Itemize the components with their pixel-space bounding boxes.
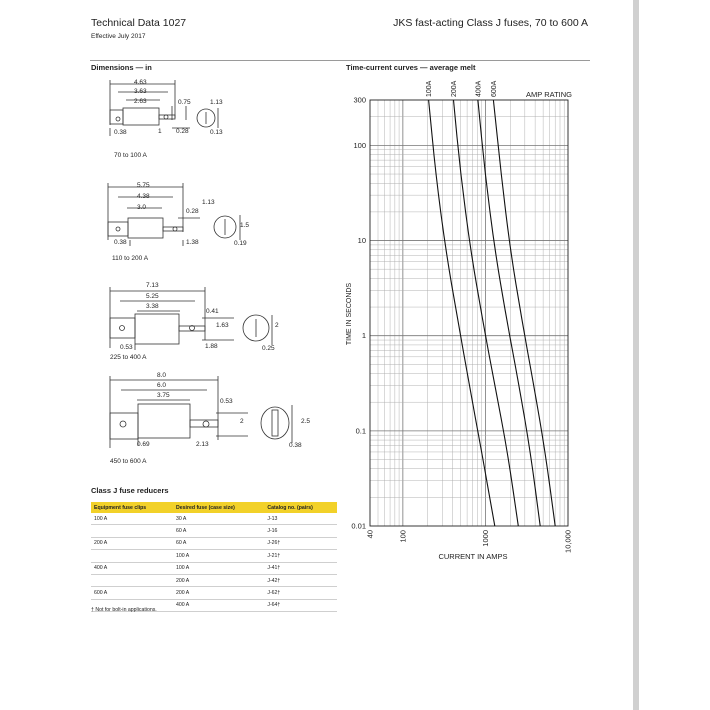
d1-diameter: 1.13 [210,99,223,106]
x-tick-label: 100 [398,530,408,543]
table-cell: 100 A [173,562,264,574]
d1-slot: 0.28 [176,128,189,135]
d1-blade-t: 1 [158,128,162,135]
series-label: 600A [490,80,498,97]
y-tick-label: 300 [353,95,366,105]
d2-mid-length: 4.38 [137,193,150,200]
d2-overall-length: 5.75 [137,182,150,189]
y-tick-label: 10 [357,236,366,246]
table-cell: J-26† [264,537,337,549]
d3-caption: 225 to 400 A [110,354,147,361]
d1-mid-length: 3.63 [134,88,147,95]
y-tick-label: 0.01 [351,521,366,531]
table-cell: 60 A [173,537,264,549]
series-label: 400A [475,80,483,97]
table-cell: 200 A [173,587,264,599]
d3-thickness: 0.25 [262,345,275,352]
x-tick-label: 1000 [480,530,490,547]
table-cell: 400 A [173,599,264,611]
table-cell: 60 A [173,525,264,537]
table-cell: J-64† [264,599,337,611]
d4-overall-length: 8.0 [157,372,167,379]
table-cell: 600 A [91,587,173,599]
plot-frame [370,100,568,526]
table-cell: 100 A [173,550,264,562]
curve-600a [493,100,555,526]
table-cell: 30 A [173,513,264,525]
d1-caption: 70 to 100 A [114,152,147,159]
x-axis-label: CURRENT IN AMPS [438,552,508,561]
chart-title: Time-current curves — average melt [346,63,476,72]
d3-blade-length: 1.88 [205,343,218,350]
y-tick-label: 100 [353,140,366,150]
column-header: Desired fuse (case size) [173,502,264,513]
d4-blade-t: 0.53 [220,398,233,405]
d4-caption: 450 to 600 A [110,458,147,465]
x-tick-label: 40 [365,530,375,539]
page-edge-bar [633,0,639,710]
d2-top-diameter: 1.13 [202,199,215,206]
curve-200a [454,100,519,526]
curve-group [429,100,556,526]
y-tick-labels [351,96,366,531]
d4-body-length: 3.75 [157,392,170,399]
table-cell: 200 A [173,574,264,586]
d4-blade-width: 2 [240,418,244,425]
table-cell: 100 A [91,513,173,525]
d4-mid-length: 6.0 [157,382,167,389]
d1-blade-width: 0.75 [178,99,191,106]
table-cell: J-13 [264,513,337,525]
d2-caption: 110 to 200 A [112,255,149,262]
d2-blade-length: 1.38 [186,239,199,246]
y-axis-label: TIME IN SECONDS [346,282,353,346]
effective-date: Effective July 2017 [91,33,146,40]
d1-body-length: 2.63 [134,98,147,105]
table-cell: J-62† [264,587,337,599]
amp-rating-label: AMP RATING [526,90,572,99]
d2-body-length: 3.0 [137,204,147,211]
d3-blade-t: 0.41 [206,308,219,315]
curve-100a [429,100,495,526]
x-tick-label: 10,000 [563,530,573,553]
d1-overall-length: 4.63 [134,79,147,86]
document-series: Technical Data 1027 [91,17,187,29]
table-cell: 400 A [91,562,173,574]
d2-blade-t: 0.28 [186,208,199,215]
y-tick-label: 0.1 [355,426,366,436]
table-cell: J-41† [264,562,337,574]
table-cell: 200 A [91,537,173,549]
d4-diameter: 2.5 [301,418,311,425]
d2-diameter: 1.5 [240,222,250,229]
d2-thickness: 0.19 [234,240,247,247]
footnote: † Not for bolt-in applications. [91,607,157,613]
d1-thickness: 0.13 [210,129,223,136]
d3-diameter: 2 [275,322,279,329]
dimensions-heading: Dimensions — in [91,63,152,72]
table-cell: J-42† [264,574,337,586]
series-labels [426,80,498,97]
reducers-heading: Class J fuse reducers [91,486,169,495]
series-label: 200A [450,80,458,97]
chart-grid [370,100,568,526]
d4-blade-length: 2.13 [196,441,209,448]
d3-overall-length: 7.13 [146,282,159,289]
d4-hole: 0.69 [137,441,150,448]
d3-mid-length: 5.25 [146,293,159,300]
d1-hole: 0.38 [114,129,127,136]
document-title: JKS fast-acting Class J fuses, 70 to 600 A [393,17,588,29]
column-header: Catalog no. (pairs) [264,502,337,513]
d3-body-length: 3.38 [146,303,159,310]
d3-blade-width: 1.63 [216,322,229,329]
series-label: 100A [426,80,434,97]
d4-thickness: 0.38 [289,442,302,449]
table-cell: J-16 [264,525,337,537]
column-header: Equipment fuse clips [91,502,173,513]
d2-hole: 0.38 [114,239,127,246]
y-tick-label: 1 [361,331,366,341]
table-cell: J-21† [264,550,337,562]
x-tick-labels [366,530,573,553]
d3-hole: 0.53 [120,344,133,351]
